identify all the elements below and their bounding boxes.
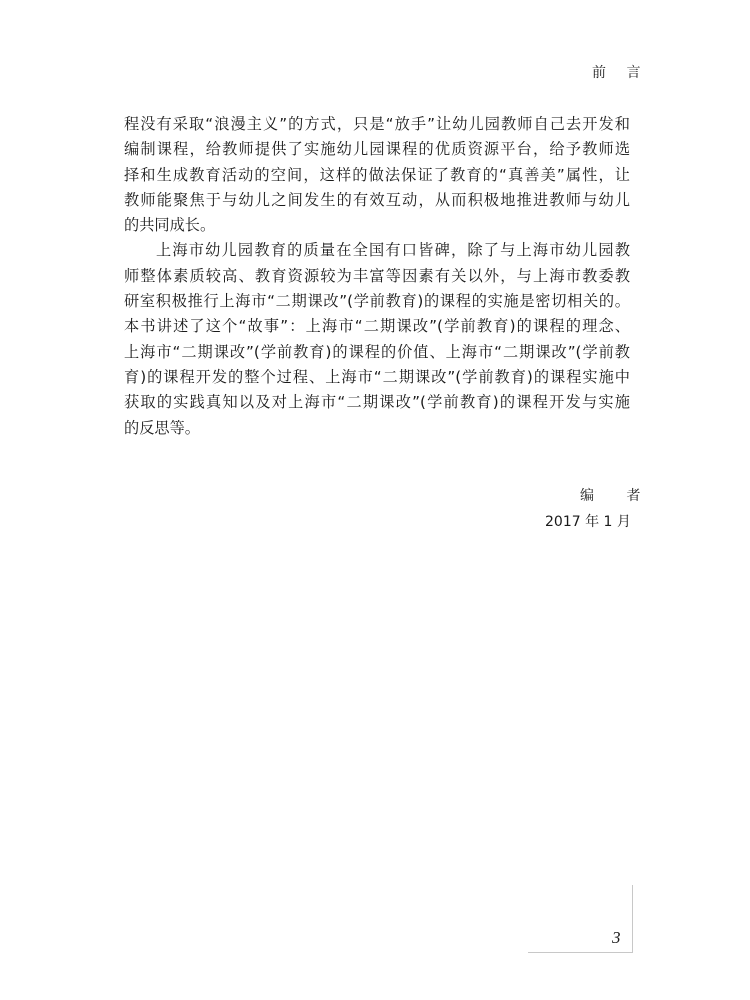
text-line: 择和生成教育活动的空间，这样的做法保证了教育的“真善美”属性，让 bbox=[124, 165, 630, 184]
page-corner-horizontal-rule bbox=[528, 952, 632, 953]
body-text bbox=[124, 112, 630, 441]
paragraph-1 bbox=[124, 112, 630, 238]
running-header-title: 前 言 bbox=[592, 65, 649, 81]
text-line: 的共同成长。 bbox=[124, 216, 216, 235]
text-line: 的反思等。 bbox=[124, 418, 200, 437]
text-line: 获取的实践真知以及对上海市“二期课改”(学前教育)的课程开发与实施 bbox=[124, 393, 630, 412]
text-line: 师整体素质较高、教育资源较为丰富等因素有关以外，与上海市教委教 bbox=[124, 266, 630, 285]
paragraph-2 bbox=[124, 238, 630, 440]
text-line: 编制课程，给教师提供了实施幼儿园课程的优质资源平台，给予教师选 bbox=[124, 140, 630, 159]
text-line: 研室积极推行上海市“二期课改”(学前教育)的课程的实施是密切相关的。 bbox=[124, 292, 630, 311]
page-corner-vertical-rule bbox=[632, 885, 633, 953]
text-line: 育)的课程开发的整个过程、上海市“二期课改”(学前教育)的课程实施中 bbox=[124, 367, 630, 386]
signature-date: 2017 年 1 月 bbox=[545, 514, 631, 530]
signature-author: 编 者 bbox=[580, 488, 655, 504]
text-line: 教师能聚焦于与幼儿之间发生的有效互动，从而积极地推进教师与幼儿 bbox=[124, 190, 630, 209]
page-number: 3 bbox=[612, 928, 621, 947]
text-line: 上海市幼儿园教育的质量在全国有口皆碑，除了与上海市幼儿园教 bbox=[156, 241, 630, 260]
text-line: 程没有采取“浪漫主义”的方式，只是“放手”让幼儿园教师自己去开发和 bbox=[124, 115, 630, 133]
text-line: 本书讲述了这个“故事”：上海市“二期课改”(学前教育)的课程的理念、 bbox=[124, 317, 630, 336]
running-header bbox=[592, 62, 649, 82]
text-line: 上海市“二期课改”(学前教育)的课程的价值、上海市“二期课改”(学前教 bbox=[124, 342, 630, 361]
